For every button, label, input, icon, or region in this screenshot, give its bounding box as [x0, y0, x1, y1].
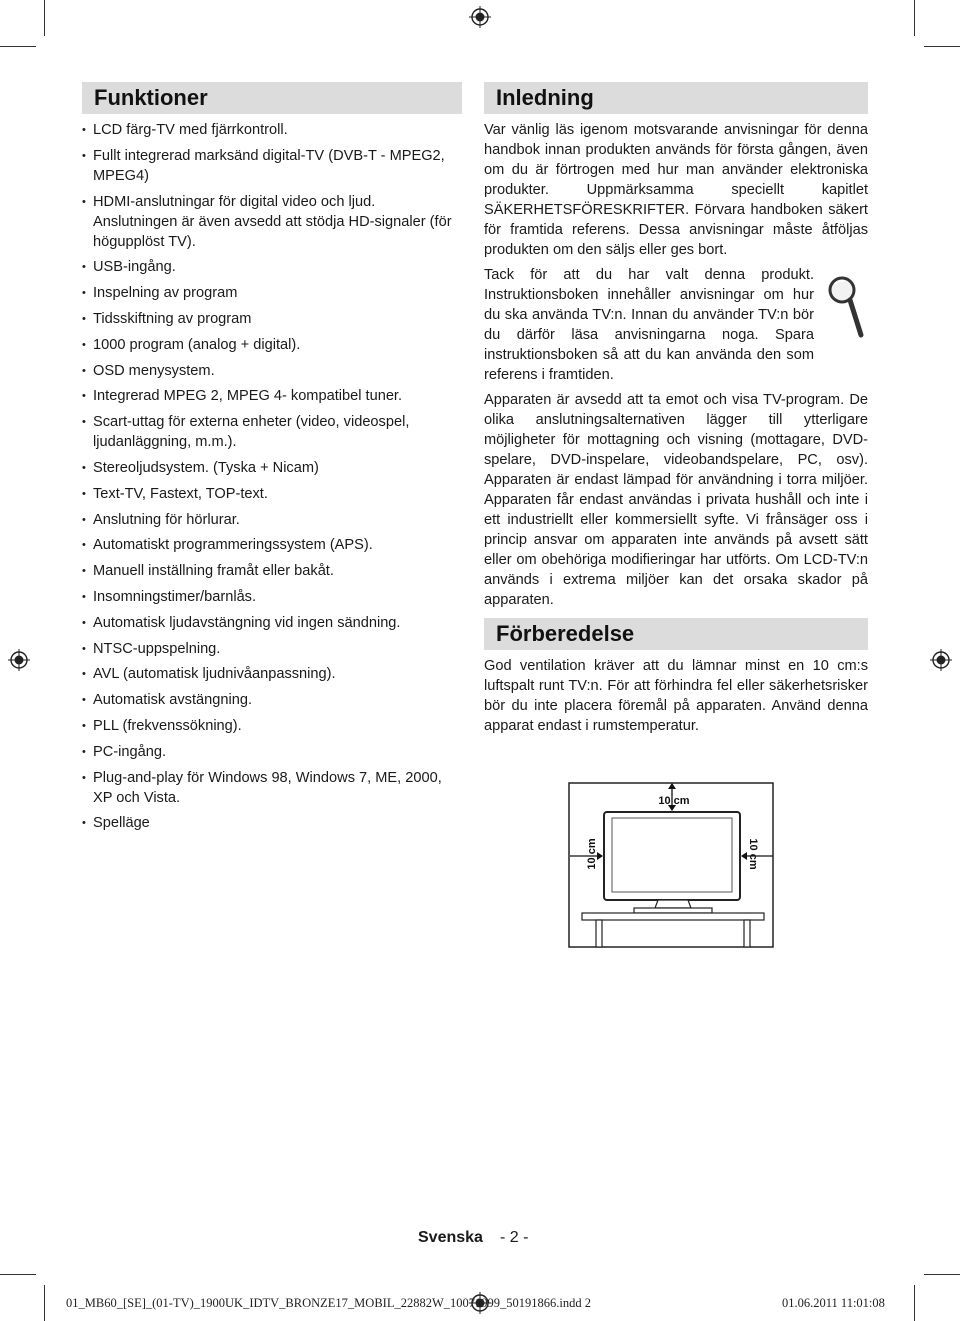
crop-mark [924, 46, 960, 47]
feature-item: • Plug-and-play för Windows 98, Windows 7, ME, 2000, XP och Vista. [82, 768, 462, 808]
crop-mark [914, 0, 915, 36]
tv-stand [655, 900, 691, 908]
feature-item: • Anslutning för hörlurar. [82, 510, 462, 530]
crop-mark [914, 1285, 915, 1321]
features-list [82, 120, 462, 833]
feature-item: • NTSC-uppspelning. [82, 639, 462, 659]
prep-paragraph: God ventilation kräver att du lämnar minst en 10 cm:s luftspalt runt TV:n. För att förhindra fel eller säkerhetsrisker bör du inte placera föremål på apparaten. Använd denna apparat endast i rumstemperatur. [484, 658, 868, 734]
feature-item: • Stereoljudsystem. (Tyska + Nicam) [82, 458, 462, 478]
table-leg [744, 920, 750, 947]
page-number: - 2 - [500, 1229, 529, 1246]
feature-item: • Automatiskt programmeringssystem (APS). [82, 535, 462, 555]
features-column [82, 82, 462, 839]
feature-item: • AVL (automatisk ljudnivåanpassning). [82, 664, 462, 684]
feature-item: • Text-TV, Fastext, TOP-text. [82, 484, 462, 504]
feature-item: • PC-ingång. [82, 742, 462, 762]
feature-item: • Inspelning av program [82, 283, 462, 303]
prep-heading: Förberedelse [484, 618, 868, 650]
registration-mark-icon [930, 649, 952, 671]
intro-heading: Inledning [484, 82, 868, 114]
crop-mark [924, 1274, 960, 1275]
feature-item: • USB-ingång. [82, 257, 462, 277]
feature-item: • Integrerad MPEG 2, MPEG 4- kompatibel tuner. [82, 386, 462, 406]
table-leg [596, 920, 602, 947]
feature-item: • Manuell inställning framåt eller bakåt. [82, 561, 462, 581]
crop-mark [44, 0, 45, 36]
footer-language: Svenska [418, 1229, 483, 1246]
tv-screen [612, 818, 732, 892]
ventilation-diagram [568, 782, 778, 952]
right-distance-label: 10 cm [747, 838, 759, 870]
feature-item: • Tidsskiftning av program [82, 309, 462, 329]
print-slug-date: 01.06.2011 11:01:08 [782, 1296, 885, 1310]
feature-item: • Spelläge [82, 813, 462, 833]
crop-mark [0, 46, 36, 47]
feature-item: • Scart-uttag för externa enheter (video, videospel, ljudanläggning, m.m.). [82, 412, 462, 452]
magnifier-icon [826, 273, 866, 343]
tv-stand-base [634, 908, 712, 913]
intro-paragraph: Apparaten är avsedd att ta emot och visa TV-program. De olika anslutningsalternativen lägger till ytterligare möjligheter för mottagning och visning (mottagare, DVD-spelare, DVD-inspelare, videobandspelare, PC, osv). Apparaten är endast lämpad för användning i torra miljöer. Apparaten får endast användas i privata hushåll och inte i ett industriellt eller kommersiellt syfte. Vi frånsäger oss i princip ansvar om apparaten inte används på avsett sätt eller om obehöriga modifieringar har utförts. Om LCD-TV:n används i extrema miljöer kan det orsaka skador på apparaten. [484, 392, 868, 608]
intro-column [484, 82, 868, 741]
features-heading: Funktioner [82, 82, 462, 114]
feature-item: • HDMI-anslutningar för digital video och ljud. Anslutningen är även avsedd att stödja HD-signaler (för högupplöst TV). [82, 192, 462, 252]
top-distance-label: 10 cm [658, 795, 690, 807]
feature-item: • PLL (frekvenssökning). [82, 716, 462, 736]
crop-mark [0, 1274, 36, 1275]
feature-item: • 1000 program (analog + digital). [82, 335, 462, 355]
registration-mark-icon [8, 649, 30, 671]
feature-item: • Automatisk ljudavstängning vid ingen sändning. [82, 613, 462, 633]
crop-mark [44, 1285, 45, 1321]
feature-item: • Insomningstimer/barnlås. [82, 587, 462, 607]
print-slug-file: 01_MB60_[SE]_(01-TV)_1900UK_IDTV_BRONZE17_MOBIL_22882W_10071999_50191866.indd 2 [66, 1296, 591, 1310]
feature-item: • Automatisk avstängning. [82, 690, 462, 710]
feature-item: • Fullt integrerad marksänd digital-TV (DVB-T - MPEG2, MPEG4) [82, 146, 462, 186]
intro-paragraph: Var vänlig läs igenom motsvarande anvisningar för denna handbok innan produkten används för första gången, även om du är förtrogen med hur man använder elektroniska produkter. Uppmärksamma speciellt kapitlet SÄKERHETSFÖRESKRIFTER. Förvara handboken säkert för framtida referens. Dessa anvisningar måste åtföljas produkten om den säljs eller ges bort. [484, 122, 868, 258]
feature-item: • OSD menysystem. [82, 361, 462, 381]
intro-paragraph: Tack för att du har valt denna produkt. Instruktionsboken innehåller anvisningar om hur du ska använda TV:n. Innan du använder TV:n bör du därför läsa anvisningarna noga. Spara instruktionsboken så att du kan använda den som referens i framtiden. [484, 267, 814, 383]
registration-mark-icon [469, 6, 491, 28]
left-distance-label: 10 cm [586, 838, 598, 870]
feature-item: • LCD färg-TV med fjärrkontroll. [82, 120, 462, 140]
table-top [582, 913, 764, 920]
